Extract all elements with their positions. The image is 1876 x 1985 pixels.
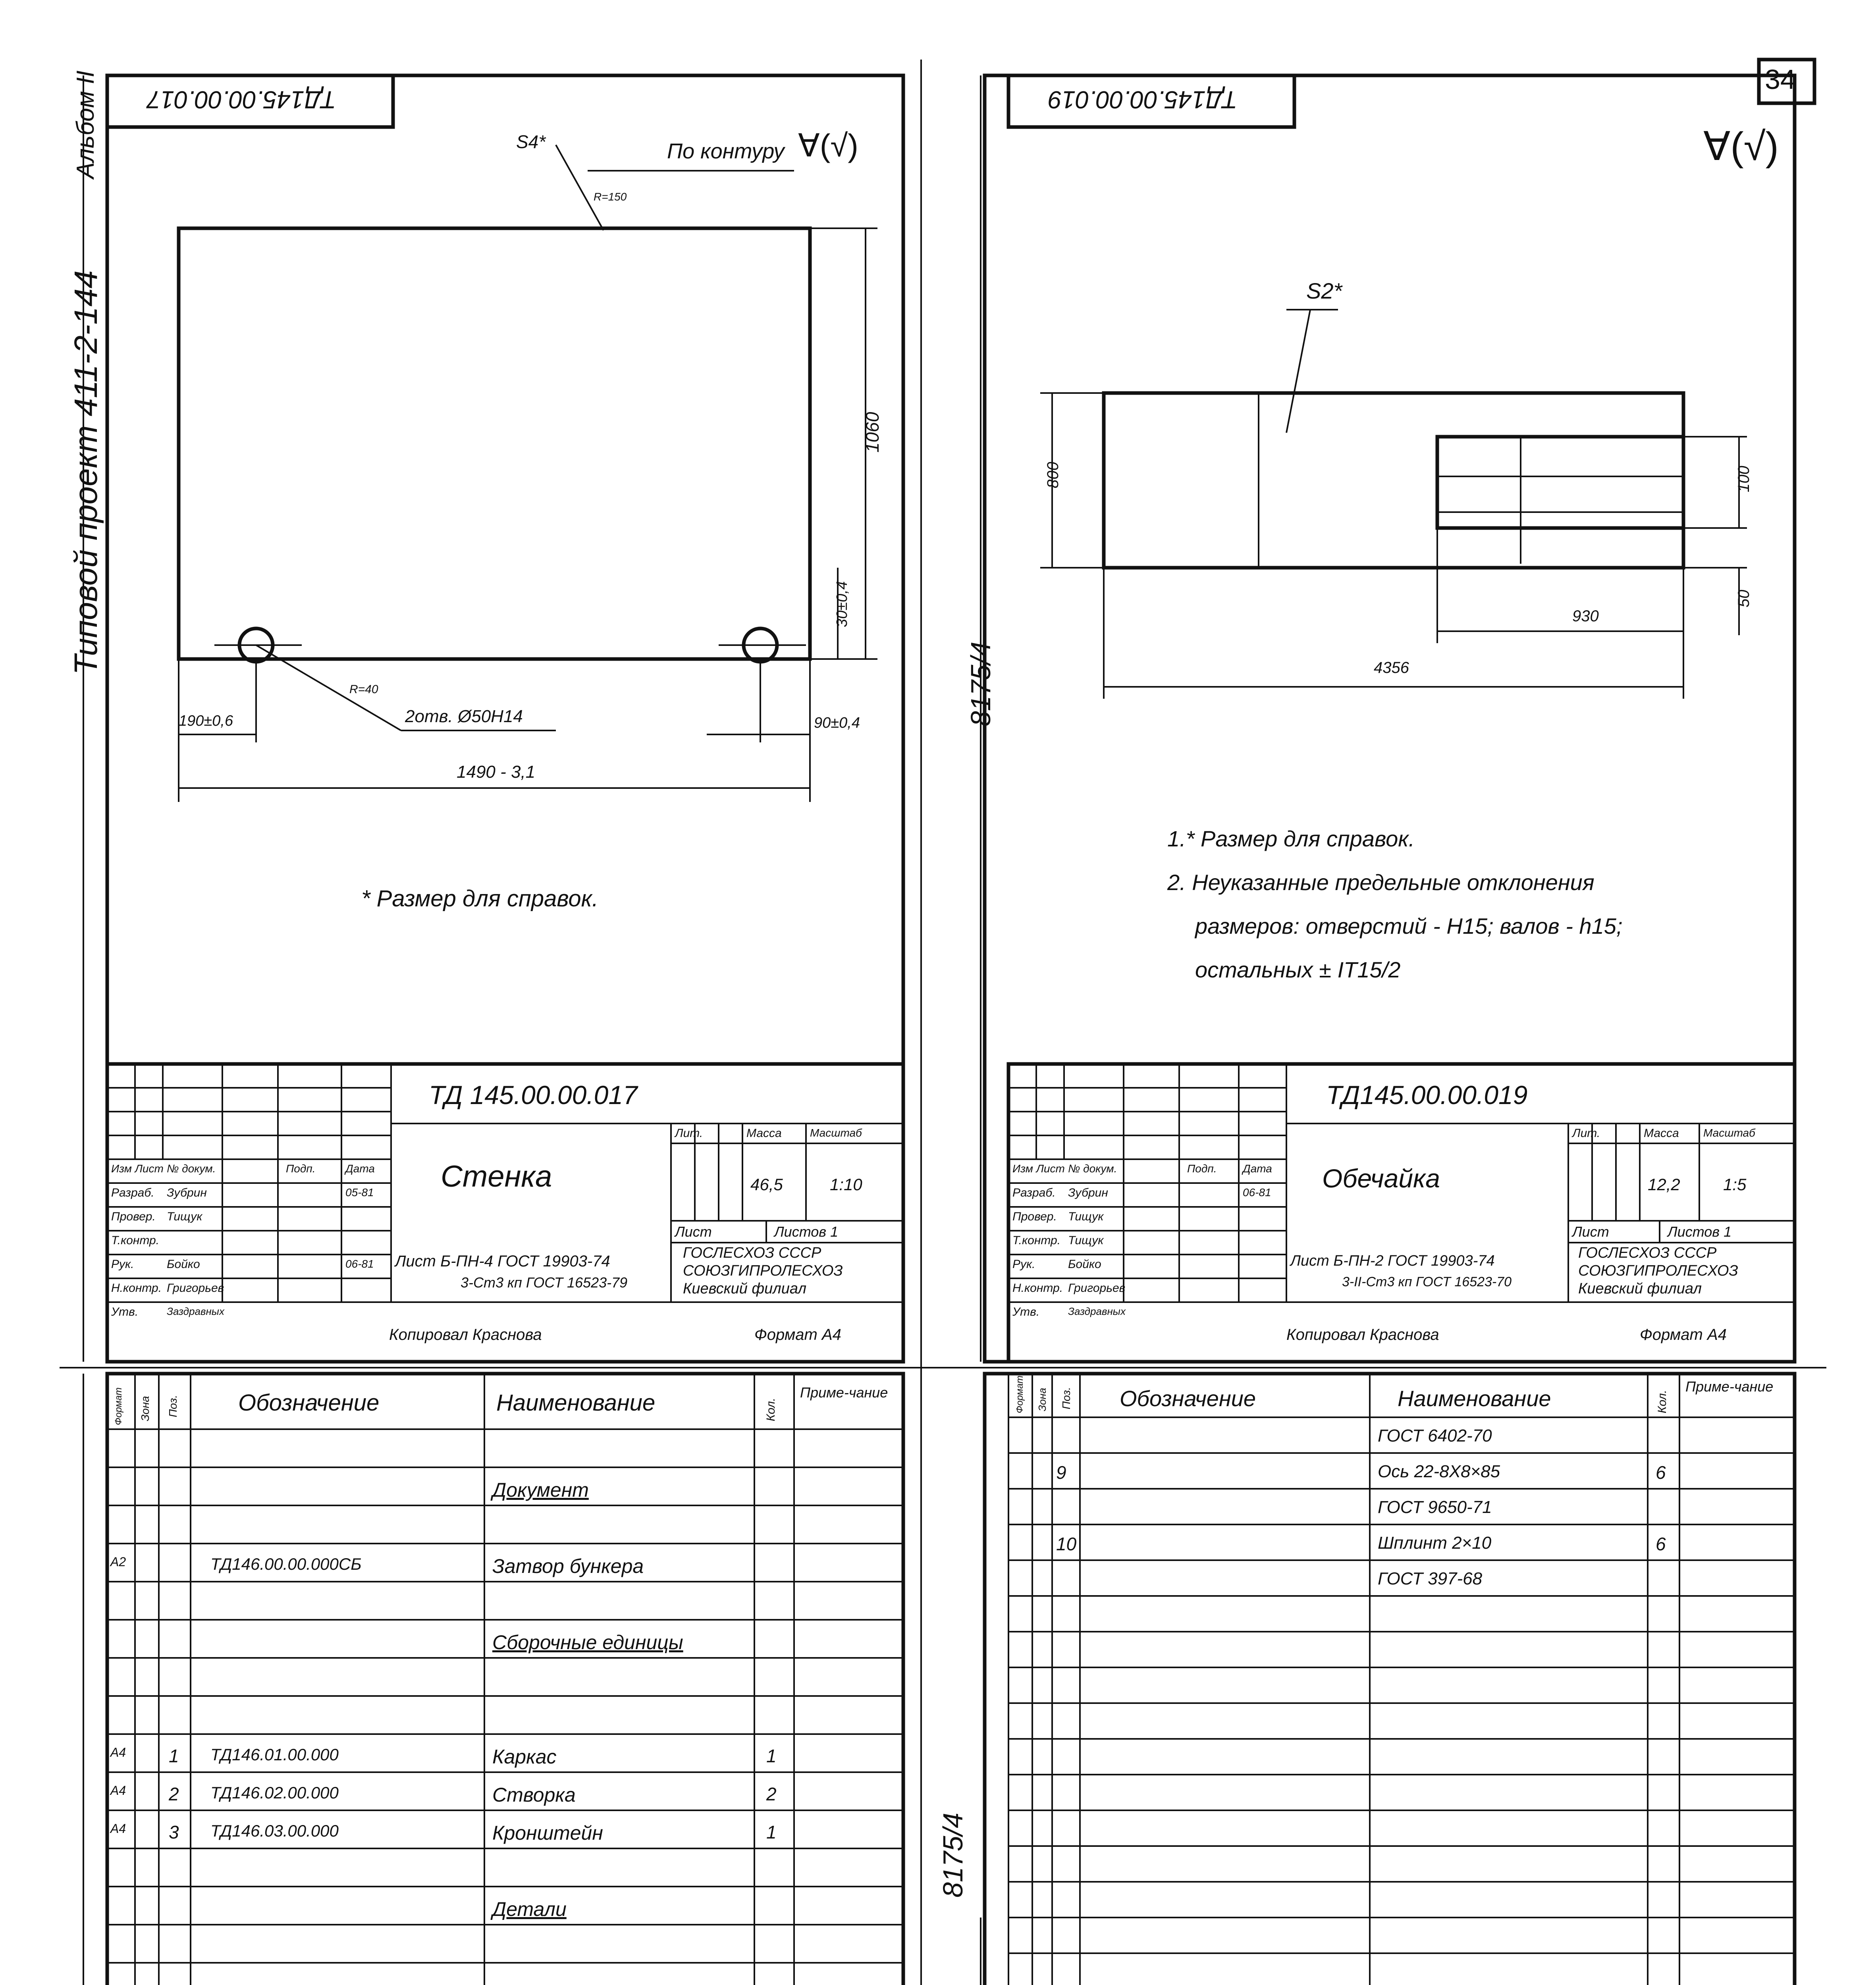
q4-row-qty: 6 <box>1656 1462 1666 1483</box>
q4-header-qty: Кол. <box>1656 1390 1669 1413</box>
q2-name-4: Бойко <box>1068 1258 1101 1271</box>
q1-r40: R=40 <box>349 683 378 696</box>
q2-stamp-material-1: Лист Б-ПН-2 ГОСТ 19903-74 <box>1290 1253 1495 1269</box>
q2-stamp-org-2: СОЮЗГИПРОЛЕСХОЗ <box>1578 1262 1738 1279</box>
q3-row-name: Сборочные единицы <box>492 1631 683 1654</box>
q1-stamp-sheets: Листов 1 <box>774 1224 839 1240</box>
q2-dim-100: 100 <box>1735 466 1753 492</box>
q1-dim-1490: 1490 - 3,1 <box>457 762 536 782</box>
q1-stamp-org-1: ГОСЛЕСХОЗ СССР <box>683 1245 821 1261</box>
q3-row-designation: ТД146.01.00.000 <box>210 1745 339 1764</box>
q4-header-format: Формат <box>1014 1375 1025 1413</box>
q2-role-4: Рук. <box>1012 1258 1035 1271</box>
q2-stamp-lit: Лит. <box>1572 1127 1600 1140</box>
q4-row-name: ГОСТ 397-68 <box>1378 1569 1483 1588</box>
q3-row-designation: ТД146.02.00.000 <box>210 1783 339 1802</box>
q2-dim-930: 930 <box>1572 607 1599 625</box>
q2-stamp-sheets: Листов 1 <box>1668 1224 1732 1240</box>
q1-name-1: Зубрин <box>167 1186 207 1199</box>
q1-stamp-scale: 1:10 <box>830 1175 862 1194</box>
q4-row-name: Шплинт 2×10 <box>1378 1533 1492 1553</box>
q2-role-5: Н.контр. <box>1012 1282 1063 1295</box>
q2-stamp-mass-label: Масса <box>1644 1127 1679 1140</box>
q3-row-name: Каркас <box>492 1746 557 1768</box>
q1-format: Формат А4 <box>754 1326 841 1343</box>
q1-role-5: Н.контр. <box>111 1282 162 1295</box>
q2-role-0: Изм Лист <box>1012 1162 1065 1175</box>
q2-role-1: Разраб. <box>1012 1186 1056 1199</box>
q2-name-2: Тищук <box>1068 1210 1104 1223</box>
q3-header-designation: Обозначение <box>238 1390 380 1416</box>
q4-row-pos: 10 <box>1056 1534 1077 1554</box>
q4-row-pos: 9 <box>1056 1462 1066 1483</box>
q3-row-pos: 1 <box>169 1746 179 1766</box>
q3-row-format: А4 <box>110 1821 126 1836</box>
q3-row-qty: 1 <box>766 1822 777 1842</box>
q1-stamp-name: Стенка <box>441 1160 552 1193</box>
q1-col-date: Дата <box>345 1162 375 1175</box>
q2-dim-800: 800 <box>1044 462 1062 488</box>
q1-r150: R=150 <box>594 191 627 203</box>
q1-dim-190: 190±0,6 <box>179 713 233 729</box>
q1-date-1: 05-81 <box>345 1186 374 1199</box>
q3-row-pos: 3 <box>169 1822 179 1842</box>
q4-row-name: ГОСТ 6402-70 <box>1378 1426 1492 1445</box>
q1-role-6: Утв. <box>111 1305 139 1318</box>
q2-role-3: Т.контр. <box>1012 1234 1061 1247</box>
q1-dim-1060: 1060 <box>862 412 883 453</box>
q3-row-qty: 2 <box>766 1784 777 1804</box>
q3-row-name: Детали <box>492 1898 567 1920</box>
q3-row-pos: 2 <box>169 1784 179 1804</box>
q1-dim-90: 90±0,4 <box>814 715 860 731</box>
q2-stamp-name: Обечайка <box>1322 1164 1440 1193</box>
q1-stamp-org-3: Киевский филиал <box>683 1280 807 1297</box>
q4-header-pos: Поз. <box>1060 1387 1072 1409</box>
q2-role-6: Утв. <box>1012 1305 1040 1318</box>
q2-mirror-title: ТД145.00.00.019 <box>1048 86 1238 113</box>
q1-col-sign: Подп. <box>286 1162 316 1175</box>
q2-stamp-org-1: ГОСЛЕСХОЗ СССР <box>1578 1245 1717 1261</box>
q1-stamp-mass: 46,5 <box>750 1175 783 1194</box>
q2-name-6: Заздравных <box>1068 1305 1126 1317</box>
q1-name-6: Заздравных <box>167 1305 224 1317</box>
q2-col-sign: Подп. <box>1187 1162 1217 1175</box>
q3-row-designation: ТД146.03.00.000 <box>210 1821 339 1840</box>
archive-number-1: 8175/4 <box>965 641 996 727</box>
q1-mirror-title: ТД145.00.00.017 <box>147 86 336 113</box>
q3-header-name: Наименование <box>496 1390 656 1416</box>
q2-stamp-material-2: 3-II-Ст3 кп ГОСТ 16523-70 <box>1342 1274 1512 1289</box>
project-label: Типовой проект 411-2-144 <box>68 270 104 675</box>
q3-table-grid <box>83 1374 903 1985</box>
q3-header-pos: Поз. <box>167 1395 179 1417</box>
q2-name-3: Тищук <box>1068 1234 1104 1247</box>
q2-note-4: остальных ± IT15/2 <box>1195 957 1401 982</box>
q2-dim-4356: 4356 <box>1374 659 1409 676</box>
q1-stamp-lit: Лит. <box>675 1127 703 1140</box>
q1-roughness: ∀(√) <box>798 128 858 163</box>
q1-role-1: Разраб. <box>111 1186 154 1199</box>
q2-role-2: Провер. <box>1012 1210 1057 1223</box>
q3-row-name: Створка <box>492 1784 576 1806</box>
q4-header-name: Наименование <box>1398 1386 1551 1411</box>
q4-header-designation: Обозначение <box>1120 1386 1256 1411</box>
q3-header-zone: Зона <box>139 1396 151 1421</box>
q2-s2: S2* <box>1306 278 1342 303</box>
q2-name-1: Зубрин <box>1068 1186 1108 1199</box>
q1-stamp-scale-label: Масштаб <box>810 1127 862 1139</box>
q3-row-format: А4 <box>110 1783 126 1798</box>
q2-format: Формат А4 <box>1640 1326 1727 1343</box>
q2-stamp-code: ТД145.00.00.019 <box>1326 1080 1528 1110</box>
q3-header-format: Формат <box>113 1387 124 1425</box>
page-number: 34 <box>1765 64 1796 95</box>
q1-stamp-org-2: СОЮЗГИПРОЛЕСХОЗ <box>683 1262 843 1279</box>
q1-stamp-code: ТД 145.00.00.017 <box>429 1080 638 1110</box>
q2-note-2: 2. Неуказанные предельные отклонения <box>1167 870 1595 895</box>
q1-stamp-sheet: Лист <box>675 1224 712 1240</box>
q3-row-name: Затвор бункера <box>492 1555 644 1577</box>
q1-role-3: Т.контр. <box>111 1234 160 1247</box>
q1-stamp-material-1: Лист Б-ПН-4 ГОСТ 19903-74 <box>395 1253 610 1270</box>
q2-dim-50: 50 <box>1735 590 1753 607</box>
q2-note-1: 1.* Размер для справок. <box>1167 826 1415 851</box>
q2-name-0: № докум. <box>1068 1162 1117 1175</box>
q1-holes: 2отв. Ø50Н14 <box>405 707 523 726</box>
q4-header-note: Приме-чание <box>1685 1378 1774 1395</box>
q2-stamp-org-3: Киевский филиал <box>1578 1280 1702 1297</box>
q4-row-name: ГОСТ 9650-71 <box>1378 1497 1492 1517</box>
q2-stamp-sheet: Лист <box>1572 1224 1609 1240</box>
q1-contour: По контуру <box>667 139 785 163</box>
q1-role-2: Провер. <box>111 1210 156 1223</box>
q3-row-qty: 1 <box>766 1746 777 1766</box>
q1-name-4: Бойко <box>167 1258 200 1271</box>
q3-row-format: А4 <box>110 1745 126 1760</box>
album-label: Альбом II <box>72 70 99 179</box>
q1-s4: S4* <box>516 131 546 152</box>
q1-note: * Размер для справок. <box>361 886 599 912</box>
q1-dim-30: 30±0,4 <box>834 581 850 627</box>
q2-col-date: Дата <box>1243 1162 1272 1175</box>
q1-name-0: № докум. <box>167 1162 216 1175</box>
q2-name-5: Григорьев <box>1068 1282 1126 1295</box>
q1-stamp-material-2: 3-Ст3 кп ГОСТ 16523-79 <box>461 1274 628 1291</box>
q3-header-qty: Кол. <box>764 1398 777 1421</box>
archive-number-2: 8175/4 <box>937 1812 968 1898</box>
q2-stamp-scale: 1:5 <box>1723 1175 1747 1194</box>
q3-row-name: Документ <box>492 1479 589 1501</box>
q2-stamp-scale-label: Масштаб <box>1703 1127 1755 1139</box>
q1-role-4: Рук. <box>111 1258 134 1271</box>
q2-date-1: 06-81 <box>1243 1186 1271 1199</box>
q1-copied: Копировал Краснова <box>389 1326 542 1343</box>
q1-role-0: Изм Лист <box>111 1162 164 1175</box>
q2-note-3: размеров: отверстий - Н15; валов - h15; <box>1195 913 1623 939</box>
q3-row-designation: ТД146.00.00.000СБ <box>210 1555 362 1573</box>
q2-roughness: ∀(√) <box>1703 124 1779 169</box>
q2-copied: Копировал Краснова <box>1286 1326 1439 1343</box>
q3-row-format: А2 <box>110 1555 126 1569</box>
q1-stamp-mass-label: Масса <box>746 1127 782 1140</box>
q2-stamp-mass: 12,2 <box>1648 1175 1680 1194</box>
q3-header-note: Приме-чание <box>800 1384 888 1401</box>
q1-name-5: Григорьев <box>167 1282 224 1295</box>
q4-row-qty: 6 <box>1656 1534 1666 1554</box>
q4-header-zone: Зона <box>1036 1388 1048 1411</box>
q3-row-name: Кронштейн <box>492 1822 603 1844</box>
q1-name-2: Тищук <box>167 1210 202 1223</box>
q4-row-name: Ось 22-8Х8×85 <box>1378 1462 1500 1481</box>
q1-date-2: 06-81 <box>345 1258 374 1270</box>
